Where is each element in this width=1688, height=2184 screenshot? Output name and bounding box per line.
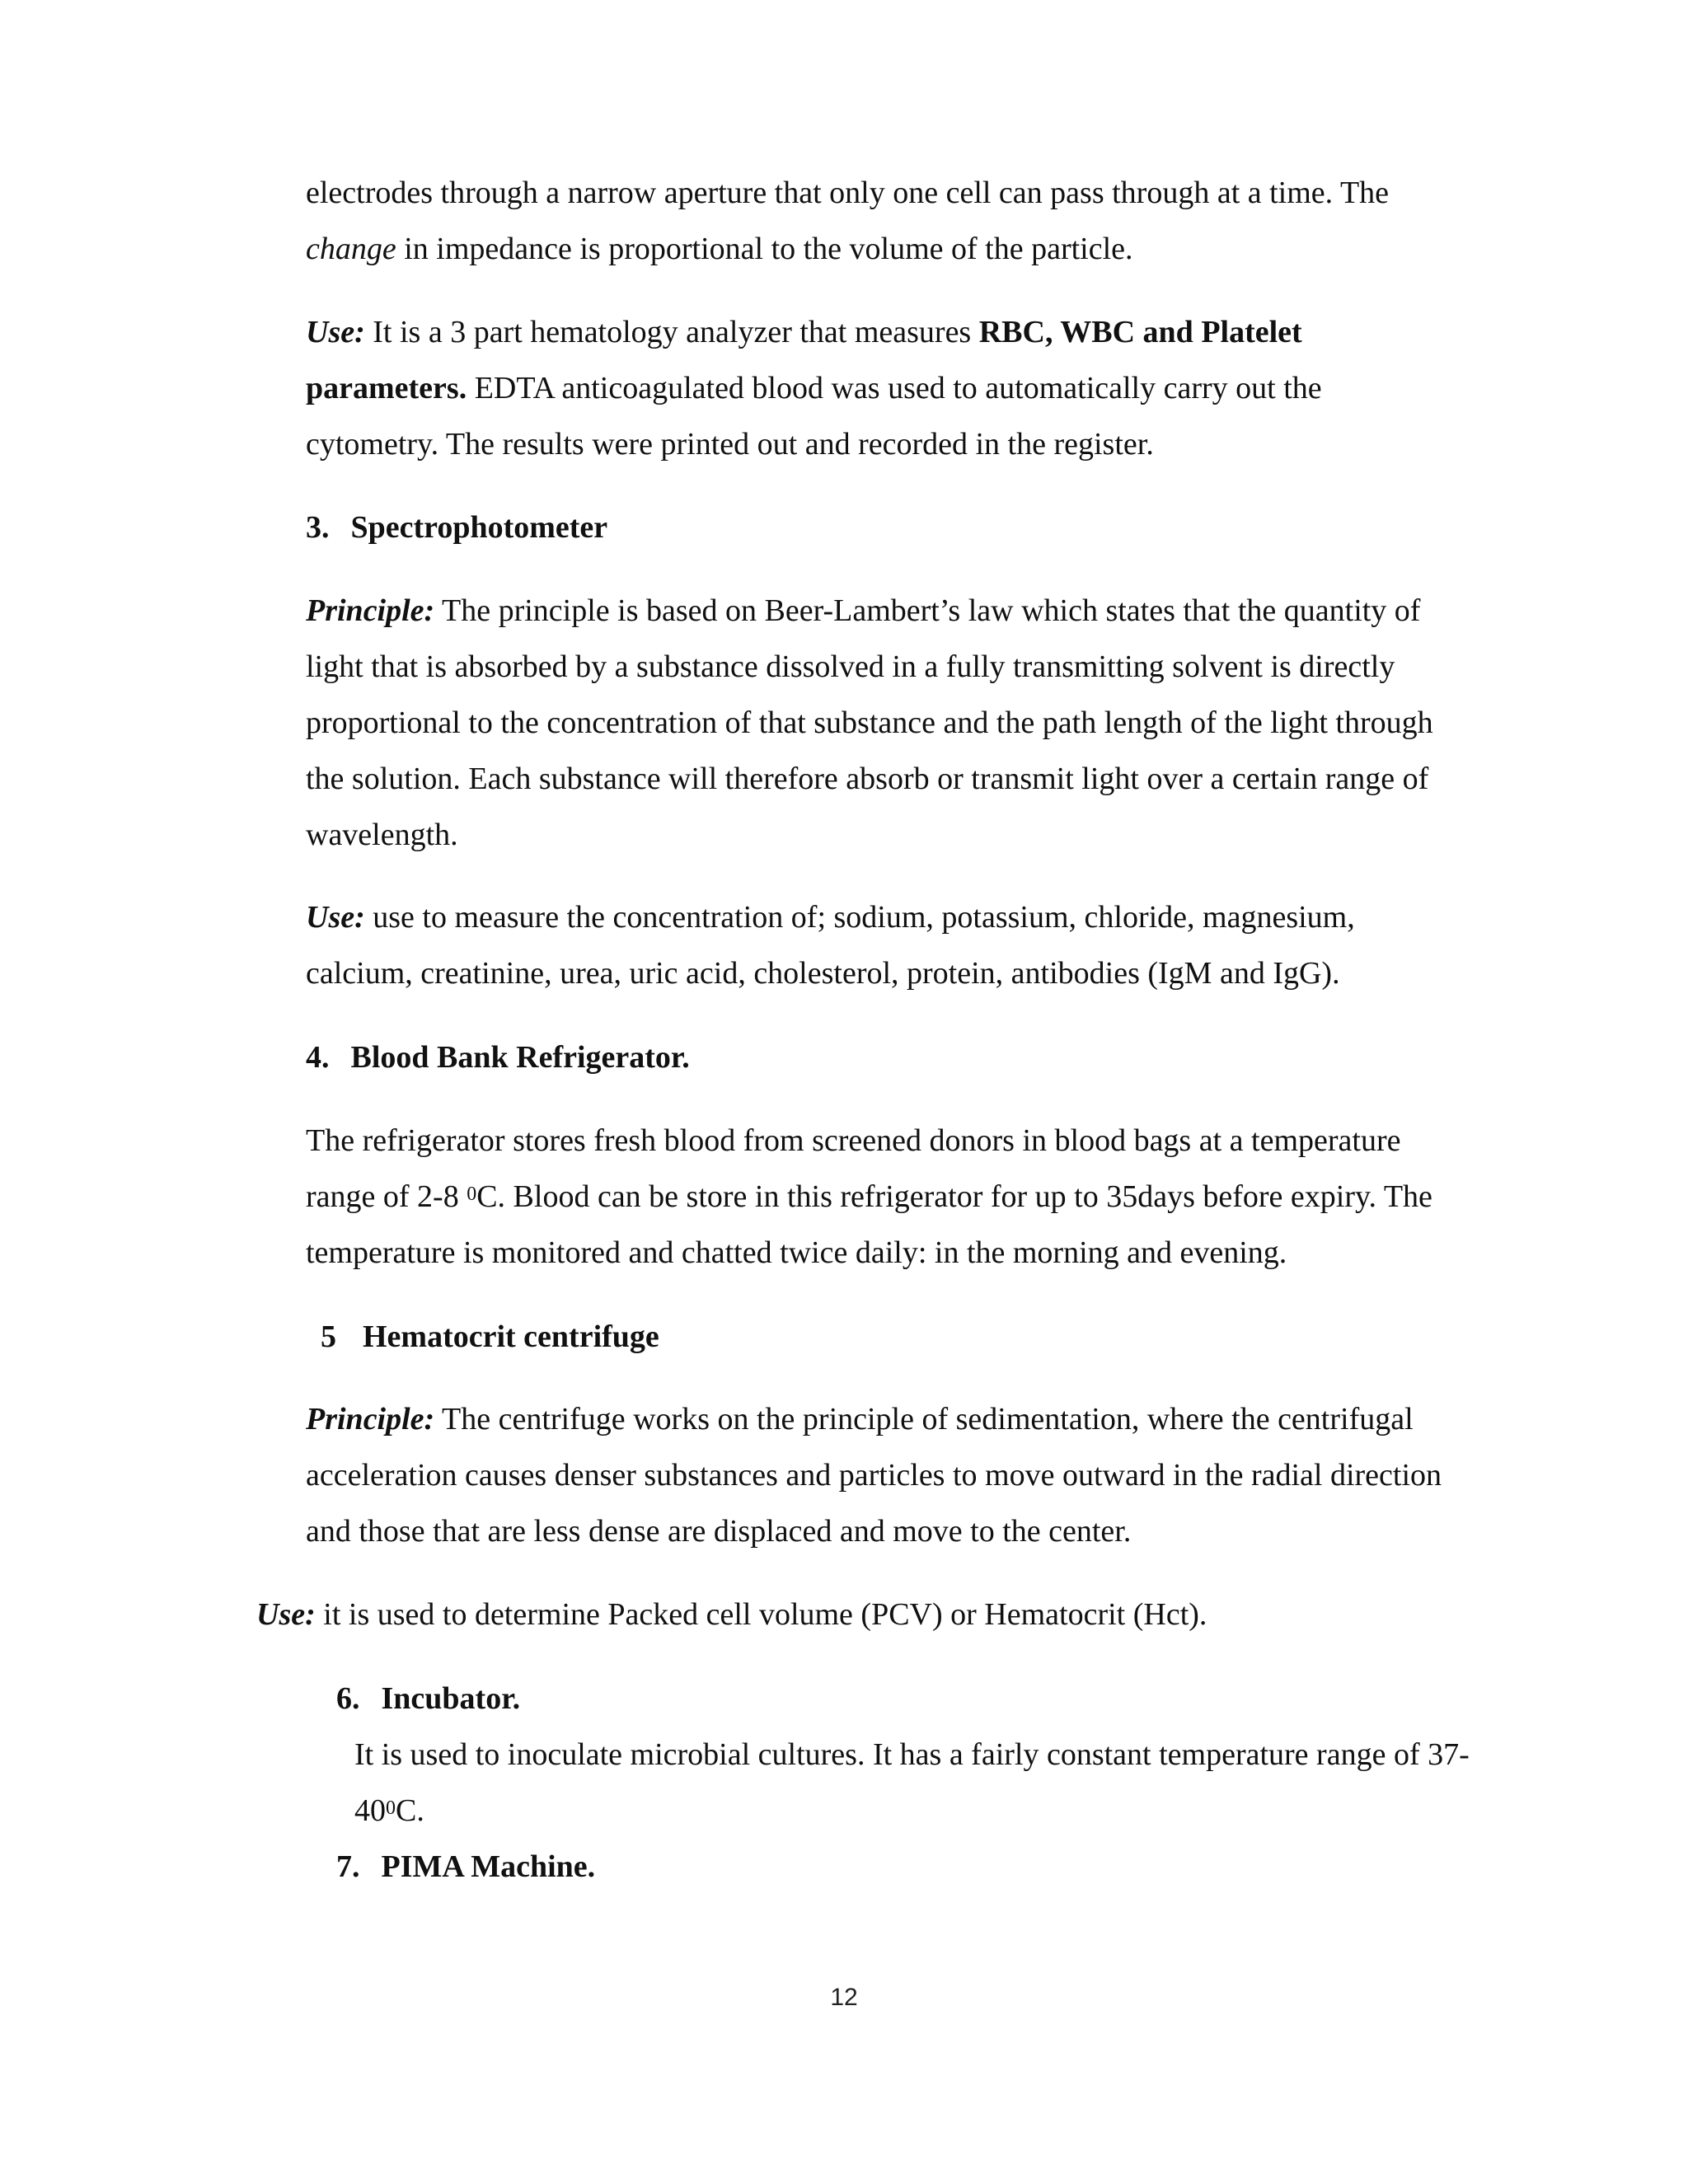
- section-title: Blood Bank Refrigerator.: [350, 1040, 690, 1075]
- section-6-line-2: [354, 1795, 424, 1826]
- use-text: calcium, creatinine, urea, uric acid, cholesterol, protein, antibodies (IgM and IgG).: [306, 956, 1340, 991]
- section-3-principle-line-4: [306, 763, 1428, 794]
- principle-text: and those that are less dense are displaced and move to the center.: [306, 1514, 1132, 1549]
- use-text: EDTA anticoagulated blood was used to automatically carry out the: [467, 371, 1322, 405]
- use-bold-text: RBC, WBC and Platelet: [978, 315, 1302, 349]
- section-4-heading: [306, 1042, 690, 1073]
- analyzer-use-line-2: [306, 373, 1322, 404]
- use-text: use to measure the concentration of; sodium, potassium, chloride, magnesium,: [364, 900, 1355, 935]
- section-4-line-1: [306, 1125, 1400, 1156]
- section-5-use-line: [256, 1599, 1207, 1630]
- section-title: Incubator.: [381, 1681, 521, 1716]
- principle-text: The centrifuge works on the principle of sedimentation, where the centrifugal: [434, 1402, 1414, 1436]
- section-title: PIMA Machine.: [381, 1849, 596, 1884]
- intro-line-2: [306, 233, 1133, 265]
- principle-label: Principle:: [306, 1402, 435, 1436]
- intro-line-1: [306, 177, 1389, 209]
- section-5-heading: [321, 1321, 659, 1352]
- section-5-principle-line-3: [306, 1516, 1131, 1547]
- section-number: 3.: [306, 510, 330, 545]
- principle-text: acceleration causes denser substances and particles to move outward in the radial direction: [306, 1458, 1442, 1493]
- use-bold-text: parameters.: [306, 371, 467, 405]
- body-text: temperature is monitored and chatted twice daily: in the morning and evening.: [306, 1235, 1287, 1270]
- section-3-use-line-1: [306, 902, 1355, 933]
- principle-text: The principle is based on Beer-Lambert’s law which states that the quantity of: [434, 593, 1421, 628]
- use-text: cytometry. The results were printed out and recorded in the register.: [306, 427, 1154, 462]
- degree-superscript: 0: [467, 1183, 477, 1205]
- use-label: Use:: [306, 315, 365, 349]
- principle-text: light that is absorbed by a substance dissolved in a fully transmitting solvent is directly: [306, 649, 1395, 684]
- section-title: Spectrophotometer: [350, 510, 608, 545]
- section-4-line-2: [306, 1181, 1432, 1212]
- intro-emphasis: change: [306, 232, 396, 266]
- section-7-heading: [336, 1851, 595, 1882]
- page-number: 12: [830, 1984, 858, 2011]
- section-4-line-3: [306, 1237, 1287, 1268]
- analyzer-use-line-3: [306, 429, 1154, 460]
- body-text: 40: [354, 1793, 386, 1828]
- section-6-heading: [336, 1683, 520, 1714]
- degree-superscript: 0: [386, 1797, 396, 1819]
- section-3-principle-line-5: [306, 819, 458, 851]
- body-text: C. Blood can be store in this refrigerator for up to 35days before expiry. The: [476, 1179, 1432, 1214]
- use-text: it is used to determine Packed cell volume (PCV) or Hematocrit (Hct).: [315, 1597, 1207, 1632]
- section-3-use-line-2: [306, 958, 1340, 989]
- principle-text: wavelength.: [306, 818, 458, 852]
- analyzer-use-line-1: [306, 316, 1302, 348]
- section-3-heading: [306, 512, 607, 543]
- section-title: Hematocrit centrifuge: [363, 1319, 659, 1354]
- use-label: Use:: [306, 900, 365, 935]
- section-number: 6.: [336, 1681, 360, 1716]
- use-text: It is a 3 part hematology analyzer that measures: [364, 315, 979, 349]
- section-6-line-1: [354, 1739, 1470, 1770]
- section-number: 4.: [306, 1040, 330, 1075]
- principle-text: the solution. Each substance will therefore absorb or transmit light over a certain range of: [306, 762, 1429, 796]
- section-5-principle-line-1: [306, 1404, 1414, 1435]
- intro-text: electrodes through a narrow aperture that only one cell can pass through at a time. The: [306, 176, 1390, 210]
- section-3-principle-line-1: [306, 595, 1420, 626]
- section-3-principle-line-2: [306, 651, 1395, 682]
- section-5-principle-line-2: [306, 1460, 1442, 1491]
- body-text: The refrigerator stores fresh blood from screened donors in blood bags at a temperature: [306, 1123, 1401, 1158]
- principle-text: proportional to the concentration of that substance and the path length of the light through: [306, 705, 1433, 740]
- section-number: 5: [321, 1319, 336, 1354]
- principle-label: Principle:: [306, 593, 435, 628]
- body-text: C.: [396, 1793, 424, 1828]
- section-number: 7.: [336, 1849, 360, 1884]
- section-3-principle-line-3: [306, 707, 1433, 738]
- intro-text: in impedance is proportional to the volume of the particle.: [396, 232, 1133, 266]
- use-label: Use:: [256, 1597, 316, 1632]
- body-text: range of 2-8: [306, 1179, 467, 1214]
- body-text: It is used to inoculate microbial cultures. It has a fairly constant temperature range of 37-: [354, 1737, 1470, 1772]
